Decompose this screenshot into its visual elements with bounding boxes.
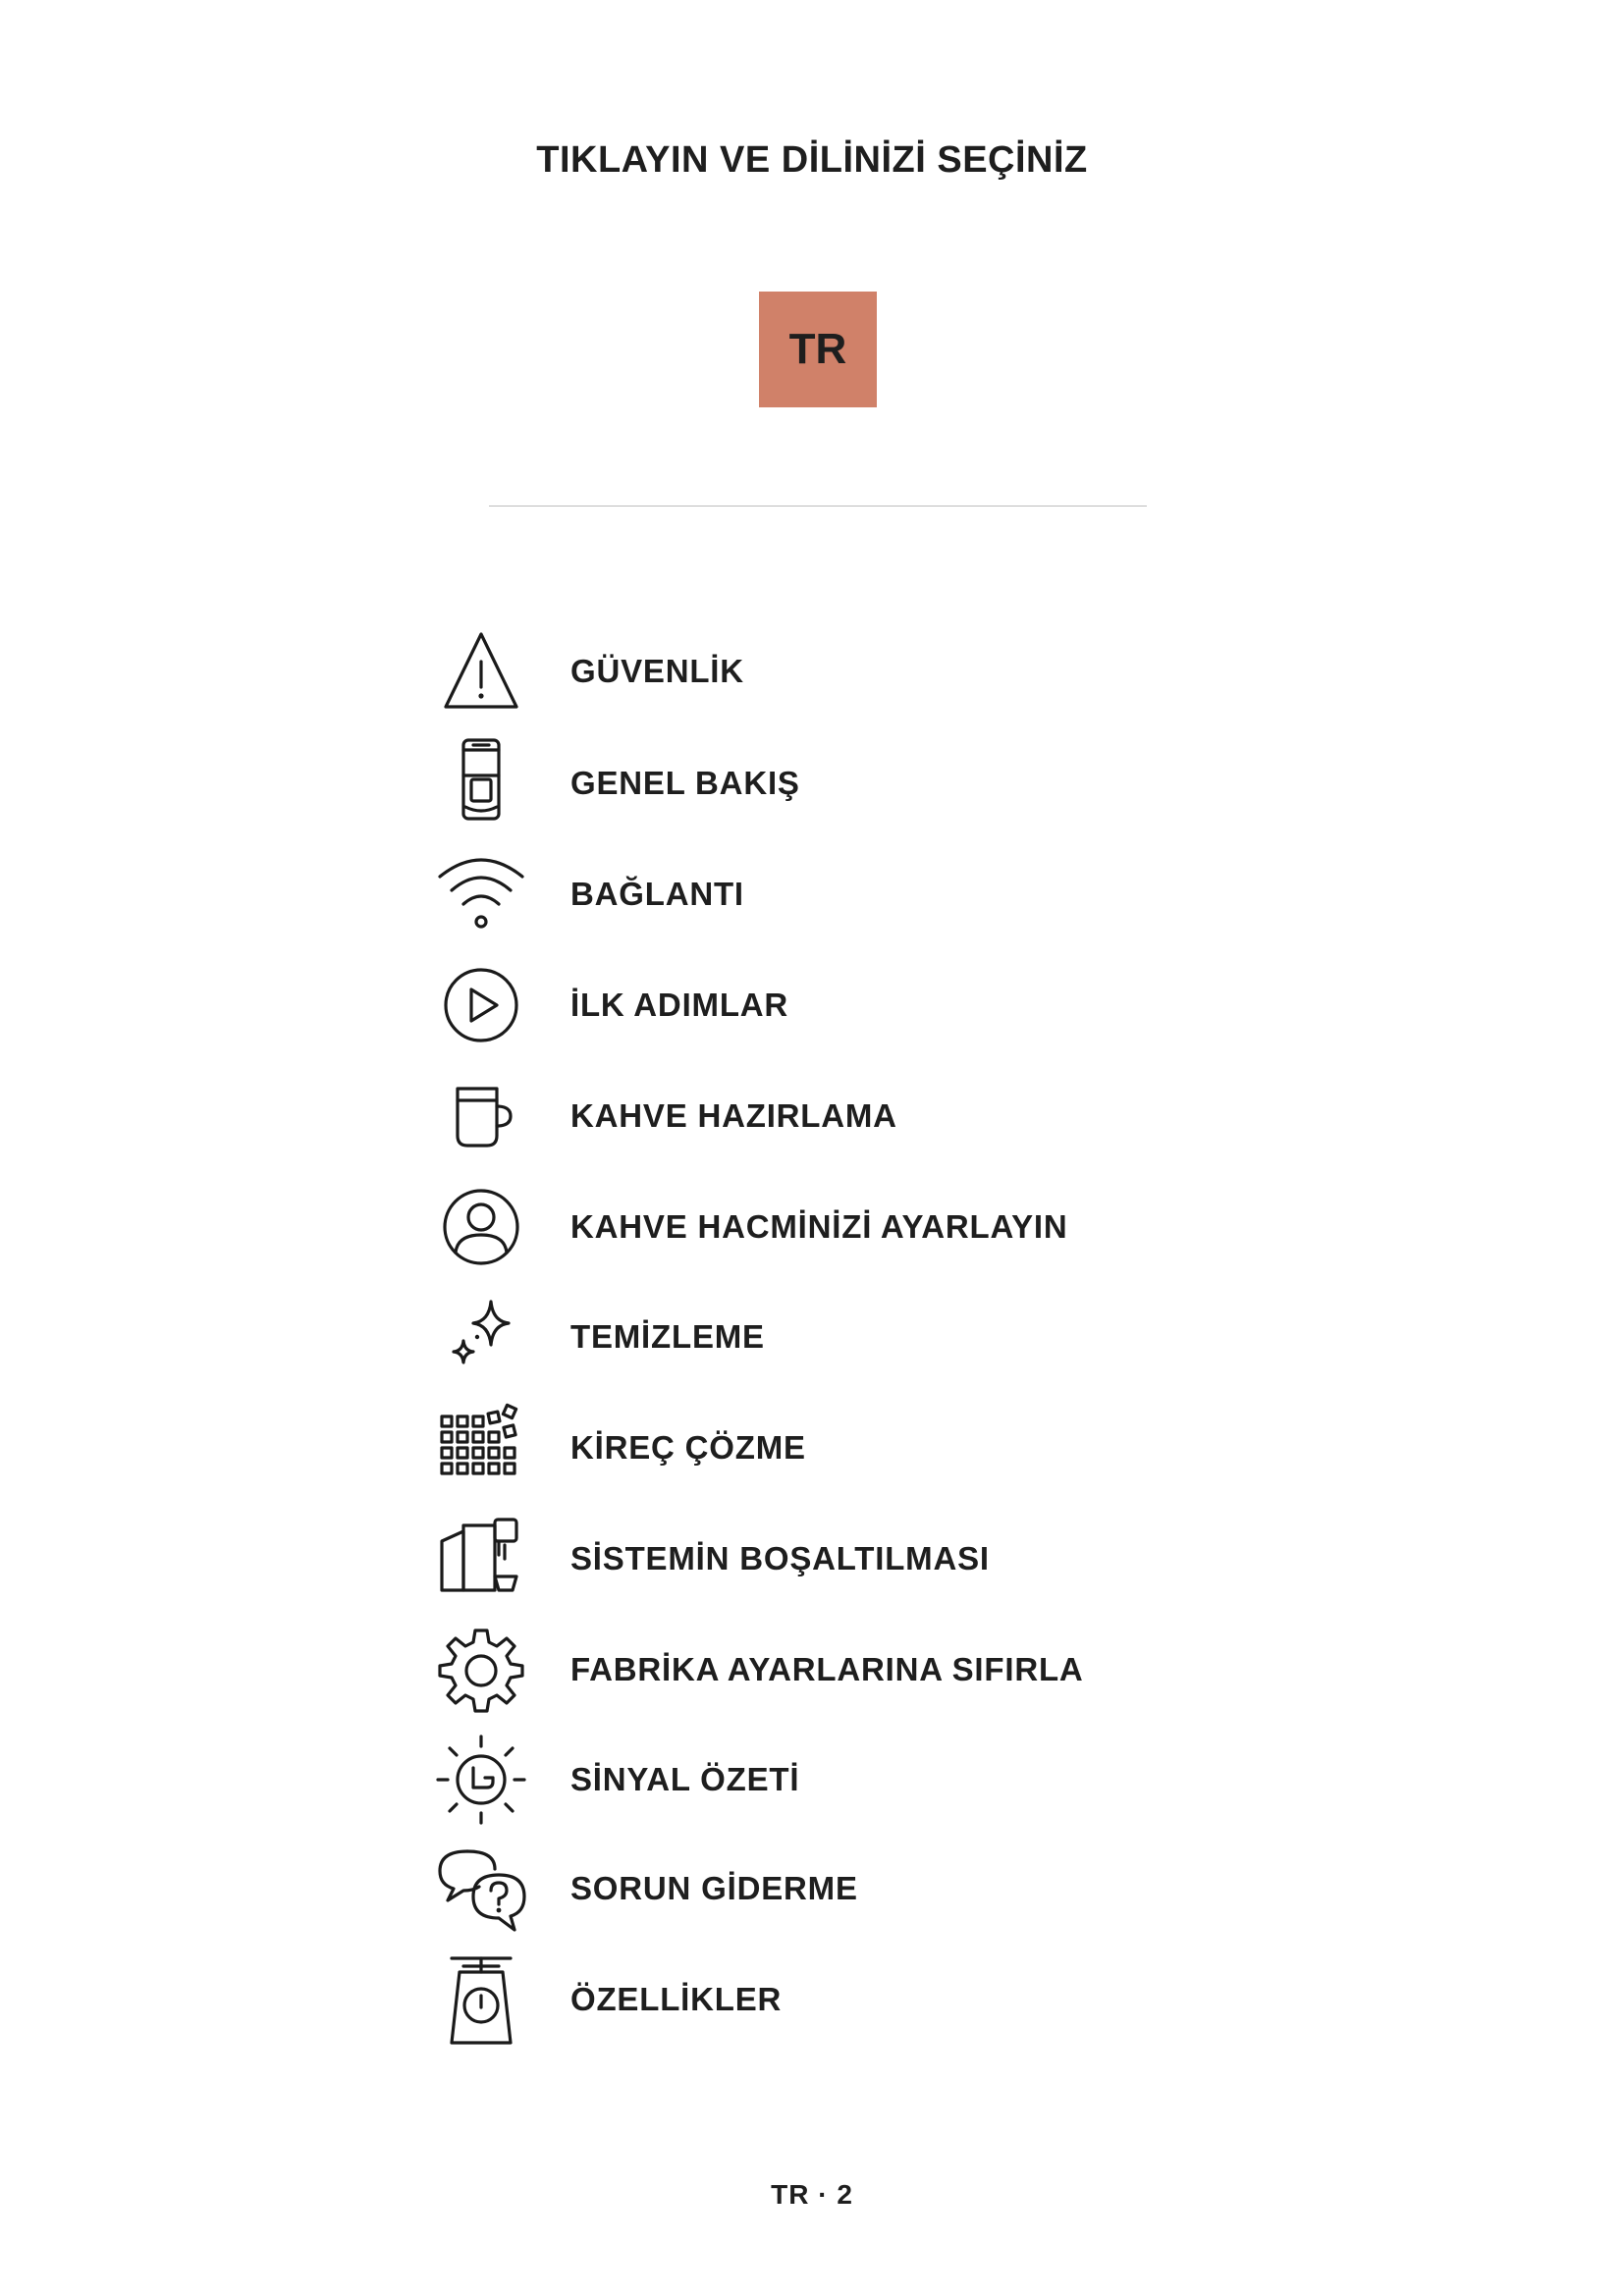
menu-item-baglanti[interactable] [427,845,1173,943]
menu-item-temizleme[interactable] [427,1288,1173,1386]
gear-icon [427,1621,535,1719]
menu-item-ilk-adimlar[interactable] [427,956,1173,1054]
menu-item-sinyal-ozeti[interactable] [427,1731,1173,1829]
menu-item-ozellikler[interactable] [427,1950,1173,2049]
language-button-label: TR [788,325,847,373]
warning-triangle-icon [427,622,535,721]
play-icon [427,956,535,1054]
menu-item-label: SORUN GİDERME [570,1870,858,1906]
menu-item-label: TEMİZLEME [570,1318,765,1355]
menu-item-label: SİSTEMİN BOŞALTILMASI [570,1540,990,1576]
empty-system-icon [427,1510,535,1608]
user-profile-icon [427,1178,535,1276]
menu-item-label: GÜVENLİK [570,653,744,689]
menu-item-kahve-hazirlama[interactable] [427,1067,1173,1165]
sparkle-icon [427,1288,535,1386]
menu-item-label: İLK ADIMLAR [570,987,789,1023]
page-number: TR · 2 [771,2179,853,2210]
language-button-tr[interactable] [759,292,877,407]
mug-icon [427,1067,535,1165]
page-title: TIKLAYIN VE DİLİNİZİ SEÇİNİZ [536,139,1088,181]
menu-item-label: KAHVE HACMİNİZİ AYARLAYIN [570,1208,1068,1245]
descaling-grid-icon [427,1399,535,1497]
scale-icon [427,1950,535,2049]
menu-item-kirec-cozme[interactable] [427,1399,1173,1497]
chat-question-icon [427,1840,535,1938]
coffee-machine-icon [427,734,535,832]
menu-item-label: KİREÇ ÇÖZME [570,1429,806,1466]
menu-item-guvenlik[interactable] [427,622,1173,721]
menu-item-label: ÖZELLİKLER [570,1981,783,2017]
menu-item-kahve-hacmi[interactable] [427,1178,1173,1276]
menu-item-fabrika-ayarlari[interactable] [427,1621,1173,1719]
menu-item-label: FABRİKA AYARLARINA SIFIRLA [570,1651,1084,1687]
menu-item-label: BAĞLANTI [570,876,744,912]
menu-item-label: KAHVE HAZIRLAMA [570,1097,897,1134]
menu-item-sorun-giderme[interactable] [427,1840,1173,1938]
light-signal-icon [427,1731,535,1829]
menu-item-sistemin-bosaltilmasi[interactable] [427,1510,1173,1608]
menu-item-label: GENEL BAKIŞ [570,765,800,801]
wifi-icon [427,845,535,943]
menu-item-label: SİNYAL ÖZETİ [570,1761,800,1797]
divider [489,506,1147,507]
menu-item-genel-bakis[interactable] [427,734,1173,832]
